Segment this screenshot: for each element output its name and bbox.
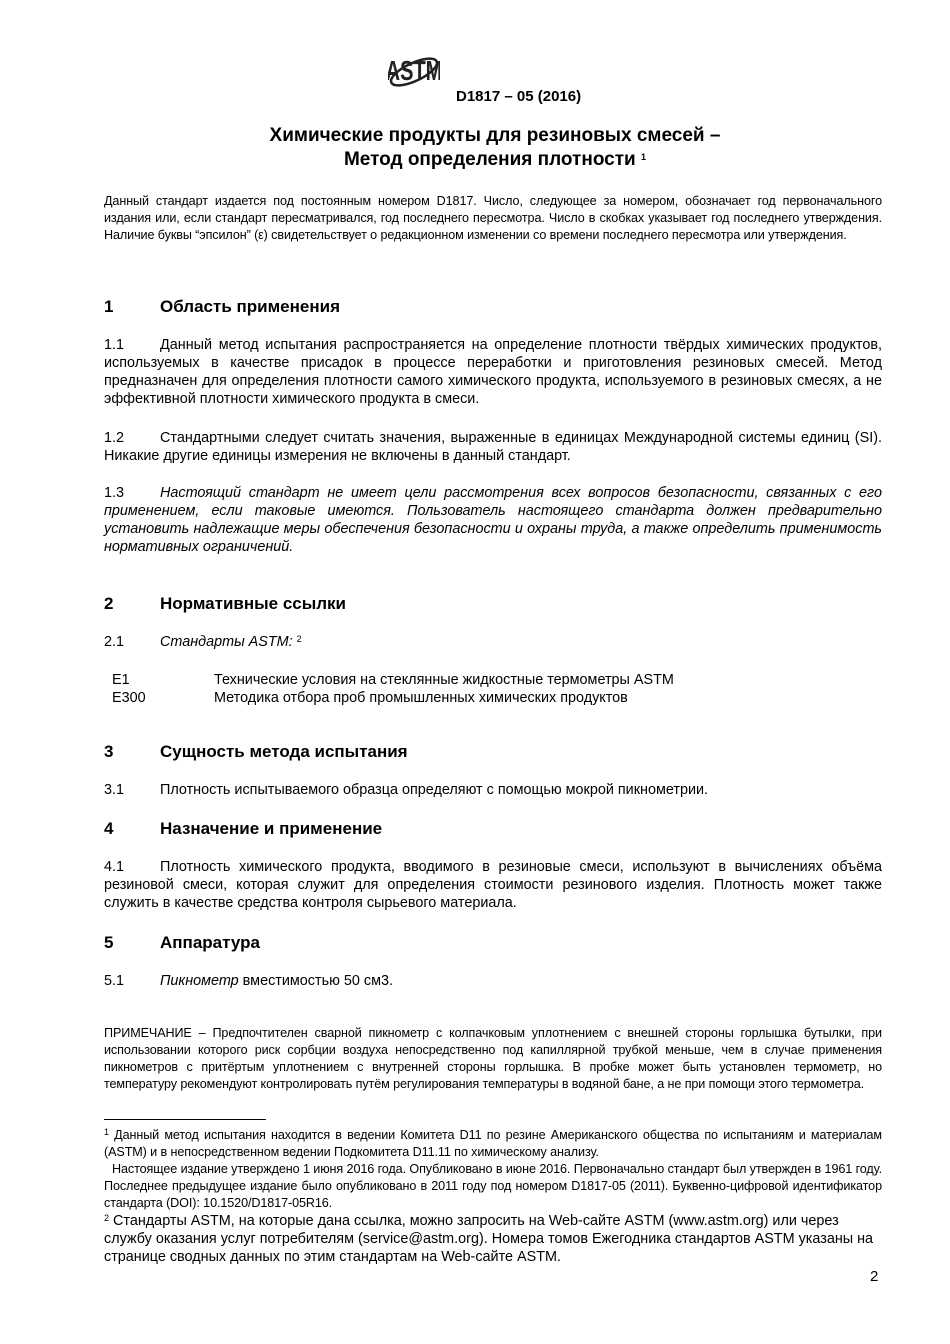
section-heading-2: 2 Нормативные ссылки — [104, 594, 347, 613]
footnote-divider — [104, 1119, 266, 1120]
paragraph-4-1: 4.1 Плотность химического продукта, вводимого в резиновые смеси, используют в вычислениях объёма резиновой смеси, которая служит для определения стоимости резинового изделия. Плотность может также служить в качестве средства контроля сырьевого материала. — [104, 859, 882, 911]
footnote-2: $^2$ Стандарты ASTM, на которые дана ссылка, можно запросить на Web-сайте ASTM (www.astm.org) или через службу оказания услуг потребителям (service@astm.org). Номера томов Ежегодника стандартов ASTM указаны на странице сводных данных по этим стандартам на Web-сайте ASTM. — [104, 1213, 874, 1265]
paragraph-1-1: 1.1 Данный метод испытания распространяется на определение плотности твёрдых химических продуктов, используемых в качестве присадок в процессе переработки и приготовления резиновых смесей. Метод предназначен для определения плотности самого химического продукта, используемого в резиновых смесях, а не эффективной плотности химического продукта в смеси. — [104, 337, 882, 407]
title-line-1: Химические продукты для резиновых смесей – — [269, 125, 721, 146]
svg-text:ASTM: ASTM — [388, 55, 440, 87]
footnote-1-continued: Настоящее издание утверждено 1 июня 2016 года. Опубликовано в июне 2016. Первоначально стандарт был утвержден в 1961 году. Последнее предыдущее издание было опубликовано в 2011 году под номером D1817-05 (2011). Буквенно-цифровой идентификатор стандарта (DOI): 10.1520/D1817-05R16. — [104, 1162, 882, 1210]
paragraph-3-1: 3.1 Плотность испытываемого образца определяют с помощью мокрой пикнометрии. — [104, 782, 709, 798]
paragraph-1-3: 1.3 Настоящий стандарт не имеет цели рассмотрения всех вопросов безопасности, связанных с его применением, если таковые имеются. Пользователь настоящего стандарта должен предварительно установить надлежащие меры обеспечения безопасности и охраны труда, а также определить применимость нормативных ограничений. — [104, 485, 882, 555]
reference-item: E1 Технические условия на стеклянные жидкостные термометры ASTM — [112, 672, 674, 688]
paragraph-5-1: 5.1 Пикнометр вместимостью 50 см3. — [104, 973, 393, 989]
footnote-1: $^1$ Данный метод испытания находится в ведении Комитета D11 по резине Американского общества по испытаниям и материалам (ASTM) и в непосредственном ведении Подкомитета D11.11 по химическому анализу. — [104, 1127, 882, 1159]
paragraph-2-1: 2.1 Стандарты ASTM: $^2$ — [104, 634, 302, 650]
page-number: 2 — [870, 1268, 879, 1285]
section-heading-1: 1 Область применения — [104, 297, 341, 316]
section-heading-3: 3 Сущность метода испытания — [104, 742, 408, 761]
section-heading-5: 5 Аппаратура — [104, 933, 260, 952]
standard-designation: D1817 – 05 (2016) — [456, 88, 582, 105]
title-line-2: Метод определения плотности $^1$ — [343, 149, 647, 170]
astm-logo — [388, 42, 440, 98]
reference-item: E300 Методика отбора проб промышленных химических продуктов — [112, 690, 628, 706]
paragraph-1-2: 1.2 Стандартными следует считать значения, выраженные в единицах Международной системы единиц (SI). Никакие другие единицы измерения не включены в данный стандарт. — [104, 430, 882, 464]
intro-text: Данный стандарт издается под постоянным номером D1817. Число, следующее за номером, обозначает год первоначального издания или, если стандарт пересматривался, год последнего пересмотра. Число в скобках указывает год последнего утверждения. Наличие буквы “эпсилон” (ε) свидетельствует о редакционном изменении со времени последнего пересмотра или утверждения. — [104, 194, 882, 242]
footnote-ref[interactable]: 2 — [296, 634, 302, 644]
section-heading-4: 4 Назначение и применение — [104, 819, 383, 838]
document-title — [0, 124, 950, 172]
note-text: ПРИМЕЧАНИЕ – Предпочтителен сварной пикнометр с колпачковым уплотнением с внешней стороны горлышка бутылки, при использовании которого риск сорбции воздуха непосредственно под капиллярной трубкой меньше, чем в случае применения пикнометров с притёртым уплотнением с внутренней стороны горлышка. В пробке может быть установлен термометр, но температуру рекомендуют контролировать путём регулирования температуры в водяной бане, а не при помощи этого термометра. — [104, 1026, 882, 1091]
footnote-ref[interactable]: 1 — [641, 152, 647, 162]
